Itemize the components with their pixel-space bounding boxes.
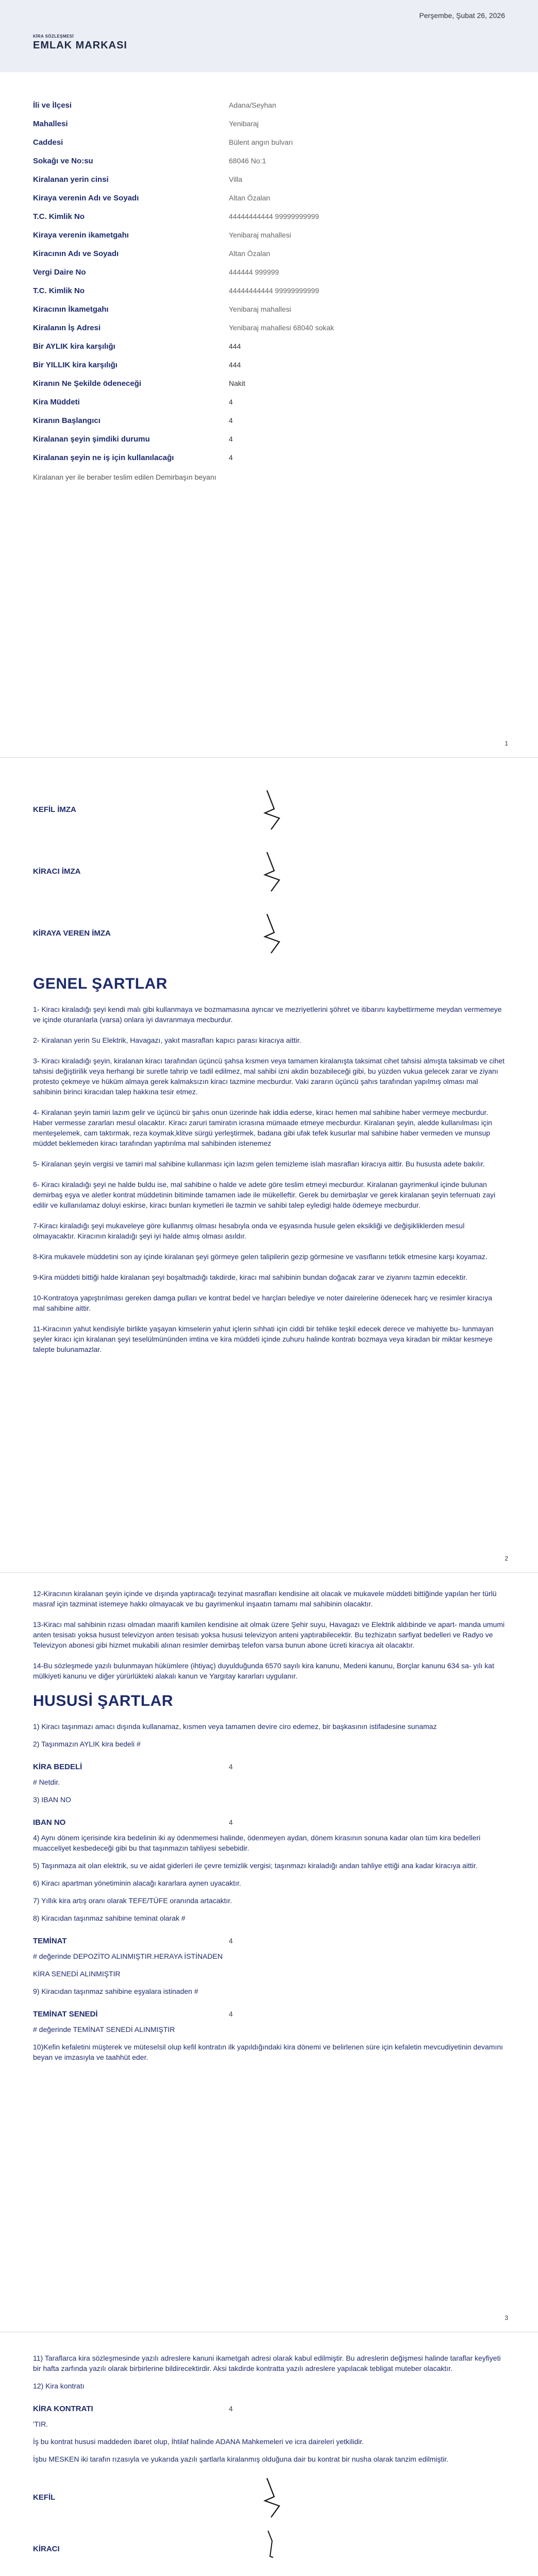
page-number: 3 (505, 2314, 508, 2321)
iban-row (33, 1812, 505, 1833)
term-item: 12) Kira kontratı (33, 2382, 85, 2390)
info-label: Kiralanın İş Adresi (33, 324, 101, 332)
signature-row (33, 2523, 505, 2574)
term-item: 5) Taşınmaza ait olan elektrik, su ve aidat giderleri ile çevre temizlik vergisi; taşınmazı kiraladığı andan tahliye ettiği ana kadar kiracıya aittir. (33, 1861, 478, 1870)
info-label: Kiralanan şeyin şimdiki durumu (33, 435, 150, 444)
info-label: T.C. Kimlik No (33, 212, 85, 221)
term-item: 3- Kiracı kiraladığı şeyin, kiralanan kiracı tarafından üçüncü şahsa kısmen veya tamamen kiralanışta taksimat cihet tahsisi almışta taksimab ve cihet tahsisi değiştirilik veya herhangi bir suretle tahrip ve tadil edilmez, mal sahibi izni akdin bozabileceği gibi, bu yüzden vukua gelecek zarar ve ziyanı protesto çekmeye ve hüküm almaya gerek kalmaksızın kiracı tazmine mecburdur. Vaki zararın üçüncü şahıs tarafından yapılmış olması mal sahibinin birinci kiracıdan talep hakkına tesir etmez. (33, 1057, 505, 1096)
document-date: Perşembe, Şubat 26, 2026 (419, 11, 505, 20)
info-value: Yenibaraj mahallesi 68040 sokak (229, 324, 334, 332)
field-value: 4 (229, 1762, 233, 1771)
info-value: Altan Özalan (229, 249, 271, 258)
signature-label: KEFİL (33, 2493, 56, 2502)
info-row (33, 435, 505, 453)
term-item: 4- Kiralanan şeyin tamiri lazım gelir ve üçüncü bir şahıs onun üzerinde hak iddia ederse, kiracı hemen mal sahibine haber vermeye mecburdur. Haber vermesse zararları mesul olacaktır. Kiracı zaruri tamiratın icrasına mümaade etmeye mecburdur. Kiralanan şeyin, aledde kullanılması için menteşelemek, cam taktırmak, reza koymak,klitve sürgü yerleştirmek, badana gibi ufak tefek kusurlar mal sahibine haber vermeden ve munsup müddet beklemeden kiracı tarafından yaptırılma mal sahibinden istenemez (33, 1108, 492, 1147)
info-value: 4 (229, 435, 233, 443)
term-item: 10)Kefin kefaletini müşterek ve müteselsil olup kefil kontratın ilk yapıldığındaki kira dönemi ve belirlenen süre için kefaletin mevcudiyetinin devamını beyan ve imzasıyla ve taahhüt eder. (33, 2043, 503, 2061)
info-label: Kiranın Ne Şekilde ödeneceği (33, 379, 142, 388)
info-value: Bülent angın bulvarı (229, 138, 293, 146)
info-label: T.C. Kimlik No (33, 286, 85, 295)
info-value: 444 (229, 361, 241, 369)
info-value: Yenibaraj (229, 120, 259, 128)
field-label: TEMİNAT SENEDİ (33, 2009, 98, 2019)
info-row (33, 268, 505, 286)
signature-icon (260, 786, 291, 833)
teminat-row (33, 1930, 505, 1951)
info-row (33, 416, 505, 435)
general-terms (33, 1004, 505, 1354)
info-value: Villa (229, 175, 243, 183)
term-item: 7-Kiracı kiraladığı şeyi mukaveleye göre kullanmış olması hesabıyla onda ve eşyasında husule gelen eksikliği ve değişikliklerden mesul olmayacaktır. Kiracının kiraladığı şeyi iyi halde almış olması asıldır. (33, 1222, 465, 1240)
field-label: KİRA KONTRATI (33, 2404, 93, 2413)
info-row (33, 120, 505, 138)
info-label: Kiracının İkametgahı (33, 305, 109, 314)
signature-icon (260, 910, 291, 956)
info-row (33, 194, 505, 212)
demirbas-note: Kiralanan yer ile beraber teslim edilen Demirbaşın beyanı (33, 473, 216, 481)
general-terms-continued (33, 1588, 505, 1681)
info-row (33, 101, 505, 120)
info-label: Bir YILLIK kira karşılığı (33, 361, 117, 369)
info-row (33, 342, 505, 361)
general-terms-title: GENEL ŞARTLAR (33, 975, 167, 992)
field-label: TEMİNAT (33, 1936, 67, 1945)
term-item: 6- Kiracı kiraladığı şeyi ne halde buldu ise, mal sahibine o halde ve adete göre teslim etmeyi mecburdur. Kiralanan gayrimenkul içinde bulunan demirbaş eşya ve aletler kontrat müddetinin bitiminde tamamen iade ile mükelleftir. Gerek bu demirbaşlar ve gerek kiralanan şeyin tefernuatı zayi edilir ve kullanılamaz doluyi eskirse, kiracı bunları kıymetleri ile tazmin ve sahibi talep eyledigi halde ödemeye mecburdur. (33, 1180, 496, 1209)
field-value: 4 (229, 2404, 233, 2413)
brand-subtitle: KİRA SÖZLEŞMESİ (33, 34, 74, 39)
info-label: Mahallesi (33, 120, 68, 128)
field-value: 4 (229, 1818, 233, 1826)
page-1 (0, 0, 538, 757)
term-item: 8) Kiracıdan taşınmaz sahibine teminat olarak # (33, 1914, 186, 1922)
term-item: # değerinde DEPOZİTO ALINMIŞTIR.HERAYA İSTİNADEN (33, 1952, 223, 1960)
info-label: Caddesi (33, 138, 63, 147)
brand-title: EMLAK MARKASI (33, 40, 127, 51)
signature-icon (260, 848, 291, 894)
info-value: 44444444444 99999999999 (229, 286, 320, 295)
signature-row (33, 778, 505, 840)
info-row (33, 231, 505, 249)
info-row (33, 361, 505, 379)
info-label: Bir AYLIK kira karşılığı (33, 342, 115, 351)
info-row (33, 324, 505, 342)
info-row (33, 157, 505, 175)
page-2 (0, 757, 538, 1572)
kira-bedeli-row (33, 1756, 505, 1777)
kira-kontrati-row (33, 2398, 505, 2419)
info-row (33, 175, 505, 194)
info-row (33, 286, 505, 305)
field-label: KİRA BEDELİ (33, 1762, 82, 1771)
signature-label: KEFİL İMZA (33, 805, 76, 814)
term-item: 7) Yıllık kira artış oranı olarak TEFE/TÜFE oranında artacaktır. (33, 1896, 232, 1905)
info-value: Yenibaraj mahallesi (229, 305, 291, 313)
term-item: # değerinde TEMİNAT SENEDİ ALINMIŞTIR (33, 2025, 175, 2033)
info-value: Nakit (229, 379, 245, 387)
brand-logo (33, 34, 127, 52)
signature-row (33, 2471, 505, 2523)
term-item: 5- Kiralanan şeyin vergisi ve tamiri mal sahibine kullanması için lazım gelen temizleme islah masrafları kiracıya aittir. Bu hususta adete bakılır. (33, 1160, 485, 1168)
info-row (33, 138, 505, 157)
info-value: Adana/Seyhan (229, 101, 276, 109)
info-label: Kiralanan şeyin ne iş için kullanılacağı (33, 453, 174, 462)
info-row (33, 398, 505, 416)
info-label: Kiranın Başlangıcı (33, 416, 100, 425)
term-item: 8-Kira mukavele müddetini son ay içinde kiralanan şeyi görmeye gelen talipilerin gezip görmesine ve vasıflarını tetkik etmesine karşı koyamaz. (33, 1252, 487, 1261)
field-label: IBAN NO (33, 1818, 66, 1827)
signature-label: KİRACI (33, 2544, 60, 2553)
term-item: 1- Kiracı kiraladığı şeyi kendi malı gibi kullanmaya ve bozmamasına ayrıcar ve mezriyetlerini şöhret ve itibarını kaybettirmeme meydan vermemeye ve içinde oturanlarla (varsa) onlara iyi davranmaya mecburdur. (33, 1005, 502, 1024)
term-item: 10-Kontratoya yapıştırılması gereken damga pulları ve kontrat bedel ve harçları belediye ve noter dairelerine ödenecek harç ve resimler kiracıya mal sahibine aittir. (33, 1294, 493, 1312)
page-header (0, 0, 538, 72)
page-4 (0, 2332, 538, 2576)
term-item: İş bu kontrat hususi maddeden ibaret olup, İhtilaf halinde ADANA Mahkemeleri ve icra daireleri yetkilidir. (33, 2437, 364, 2446)
info-value: 68046 No:1 (229, 157, 266, 165)
info-row (33, 212, 505, 231)
signature-icon (260, 2474, 291, 2520)
signature-icon (260, 2526, 291, 2572)
info-value: 4 (229, 416, 233, 425)
info-label: Sokağı ve No:su (33, 157, 93, 165)
term-item: 14-Bu sözleşmede yazılı bulunmayan hükümlere (ihtiyaç) duyulduğunda 6570 sayılı kira kanunu, Medeni kanunu, Borçlar kanunu 634 sa- yılı kat mülkiyeti kanunu ve diğer yürürlükteki alakalı kanun ve Yargıtay kararları uygulanır. (33, 1662, 494, 1680)
info-label: Kiralanan yerin cinsi (33, 175, 109, 184)
info-label: Kira Müddeti (33, 398, 80, 406)
contract-info-table (33, 101, 505, 481)
info-value: Yenibaraj mahallesi (229, 231, 291, 239)
special-terms-continued (33, 2353, 505, 2464)
signature-label: KİRACI İMZA (33, 867, 81, 876)
page-number: 1 (505, 740, 508, 747)
info-label: Kiraya verenin ikametgahı (33, 231, 129, 240)
info-label: İli ve İlçesi (33, 101, 72, 110)
field-value: 4 (229, 2010, 233, 2018)
info-label: Vergi Daire No (33, 268, 86, 277)
term-item: 6) Kiracı apartman yönetiminin alacağı kararlara aynen uyacaktır. (33, 1879, 241, 1887)
info-row (33, 305, 505, 324)
term-item: 9-Kira müddeti bittiği halde kiralanan şeyi boşaltmadığı takdirde, kiracı mal sahibinin bundan doğacak zarar ve ziyanını tazmin edecektir. (33, 1273, 467, 1281)
info-label: Kiraya verenin Adı ve Soyadı (33, 194, 139, 202)
term-item: 12-Kiracının kiralanan şeyin içinde ve dışında yaptıracağı tezyinat masrafları kendisine ait olacak ve mukavele müddeti bittiğinde yapılan her türlü masraf için tazminat istemeye hakkı olmayacak ve bu gayrimenkul inşaatın tamamı mal sahibinin olacaktır. (33, 1589, 497, 1608)
info-row (33, 249, 505, 268)
term-item: 13-Kiracı mal sahibinin rızası olmadan maarifi kamilen kendisine ait olmak üzere Şehir suyu, Havagazı ve Elektrik aldıbinde ve apart- manda umumi anten tesisatı yoksa husust televizyon anten tesisatı yoksa hususi televizyon anteni yaptırabilecektir. Bu tezhizatın sarfiyat bedelleri ve Radyo ve Televizyon abonesi gibi hizmet mukabili alınan resimler demirbaş telefon varsa bunun abone ücreti kiracıya ait olacaktır. (33, 1620, 505, 1649)
signature-label: KİRAYA VEREN İMZA (33, 928, 111, 938)
signature-row (33, 902, 505, 964)
special-terms (33, 1721, 505, 2062)
info-value: Altan Özalan (229, 194, 271, 202)
term-item: 9) Kiracıdan taşınmaz sahibine eşyalara istinaden # (33, 1987, 198, 1995)
teminat-senedi-row (33, 2004, 505, 2024)
field-value: 4 (229, 1937, 233, 1945)
term-item: KİRA SENEDİ ALINMIŞTIR (33, 1970, 121, 1978)
signature-row (33, 840, 505, 902)
info-label: Kiracının Adı ve Soyadı (33, 249, 119, 258)
info-value: 4 (229, 453, 233, 462)
info-value: 444444 999999 (229, 268, 279, 276)
term-item: 3) IBAN NO (33, 1795, 71, 1804)
info-row (33, 379, 505, 398)
term-item: 2) Taşınmazın AYLIK kira bedeli # (33, 1740, 141, 1748)
info-value: 4 (229, 398, 233, 406)
term-item: 'TIR. (33, 2420, 48, 2428)
page-number: 2 (505, 1555, 508, 1562)
term-item: 2- Kiralanan yerin Su Elektrik, Havagazı, yakıt masrafları kapıcı parası kiracıya aittir. (33, 1036, 301, 1044)
term-item: 1) Kiracı taşınmazı amacı dışında kullanamaz, kısmen veya tamamen devire ciro edemez, bir başkasının istifadesine sunamaz (33, 1722, 437, 1731)
term-item: İşbu MESKEN iki tarafın rızasıyla ve yukarıda yazılı şartlarla kiralanmış olduğuna dair bu kontrat bir nusha olarak tanzim edilmiştir. (33, 2455, 449, 2463)
info-value: 444 (229, 342, 241, 350)
term-item: 11) Taraflarca kira sözleşmesinde yazılı adreslere kanuni ikametgah adresi olarak kabul edilmiştir. Bu adreslerin değişmesi halinde taraflar keyfiyeti bir hafta zarfında yazılı olarak birbirlerine bildirecektirdir. Aksi takdirde kontratta yazılı adreslere yapılacak tebligat muteber olacaktır. (33, 2354, 501, 2372)
special-terms-title: HUSUSİ ŞARTLAR (33, 1692, 174, 1709)
info-row (33, 453, 505, 472)
page-3 (0, 1572, 538, 2332)
term-item: 4) Aynı dönem içerisinde kira bedelinin iki ay ödenmemesi halinde, ödenmeyen aydan, dönem kirasının sonuna kadar olan tüm kira bedelleri muacceliyet kesbedeceği gibi bu that taşınmazın tahliyesi sebebidir. (33, 1834, 481, 1852)
term-item: # Netdir. (33, 1778, 60, 1786)
term-item: 11-Kiracının yahut kendisiyle birlikte yaşayan kimselerin yahut içlerin sıhhati için ciddi bir tehlike teşkil edecek derece ve mahiyette bu- lunmayan şeyler kiracı için kiralanan şeyi teselülmününden imtina ve kira müddeti içinde zuhuru halinde kontratı bozmaya veya kiradan bir miktar kesmeye talepte bulunamazlar. (33, 1325, 494, 1353)
info-value: 44444444444 99999999999 (229, 212, 320, 221)
